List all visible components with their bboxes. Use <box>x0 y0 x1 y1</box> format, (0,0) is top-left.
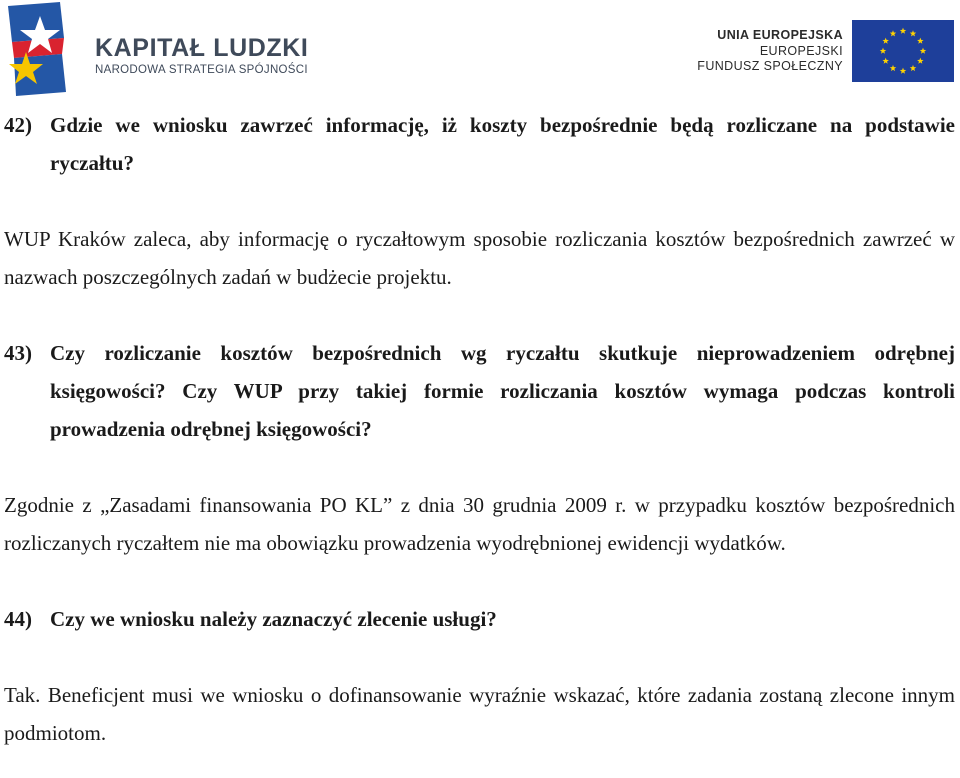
spacer <box>4 448 955 486</box>
spacer <box>4 562 955 600</box>
document-header <box>0 0 960 100</box>
question-number: 42) <box>4 113 32 137</box>
eu-line-1: UNIA EUROPEJSKA <box>717 28 843 42</box>
question-42 <box>4 106 955 182</box>
spacer <box>4 182 955 220</box>
eu-flag-icon <box>852 20 954 82</box>
question-text: Czy rozliczanie kosztów bezpośrednich wg ryczałtu skutkuje nieprowadzeniem odrębnej księgowości? Czy WUP przy takiej formie rozliczania kosztów wymaga podczas kontroli prowadzenia odrębnej księgowości? <box>50 341 955 441</box>
spacer <box>4 296 955 334</box>
question-number: 43) <box>4 341 32 365</box>
document-body <box>4 106 955 752</box>
eu-wordmark <box>697 28 843 75</box>
kapital-ludzki-wordmark <box>95 34 308 78</box>
kl-subtitle: NARODOWA STRATEGIA SPÓJNOŚCI <box>95 64 308 76</box>
eu-line-3: FUNDUSZ SPOŁECZNY <box>697 59 843 73</box>
spacer <box>4 638 955 676</box>
question-43 <box>4 334 955 448</box>
kapital-ludzki-logo-icon <box>6 2 70 98</box>
answer-44: Tak. Beneficjent musi we wniosku o dofinansowanie wyraźnie wskazać, które zadania zostaną zlecone innym podmiotom. <box>4 683 955 745</box>
answer-42: WUP Kraków zaleca, aby informację o ryczałtowym sposobie rozliczania kosztów bezpośrednich zawrzeć w nazwach poszczególnych zadań w budżecie projektu. <box>4 227 955 289</box>
question-number: 44) <box>4 607 32 631</box>
eu-line-2: EUROPEJSKI <box>759 43 843 58</box>
question-44 <box>4 600 955 638</box>
kl-title: KAPITAŁ LUDZKI <box>95 34 309 62</box>
answer-43: Zgodnie z „Zasadami finansowania PO KL” z dnia 30 grudnia 2009 r. w przypadku kosztów bezpośrednich rozliczanych ryczałtem nie ma obowiązku prowadzenia wyodrębnionej ewidencji wydatków. <box>4 493 955 555</box>
question-text: Gdzie we wniosku zawrzeć informację, iż koszty bezpośrednie będą rozliczane na podstawie ryczałtu? <box>50 113 955 175</box>
question-text: Czy we wniosku należy zaznaczyć zlecenie usługi? <box>50 607 497 631</box>
